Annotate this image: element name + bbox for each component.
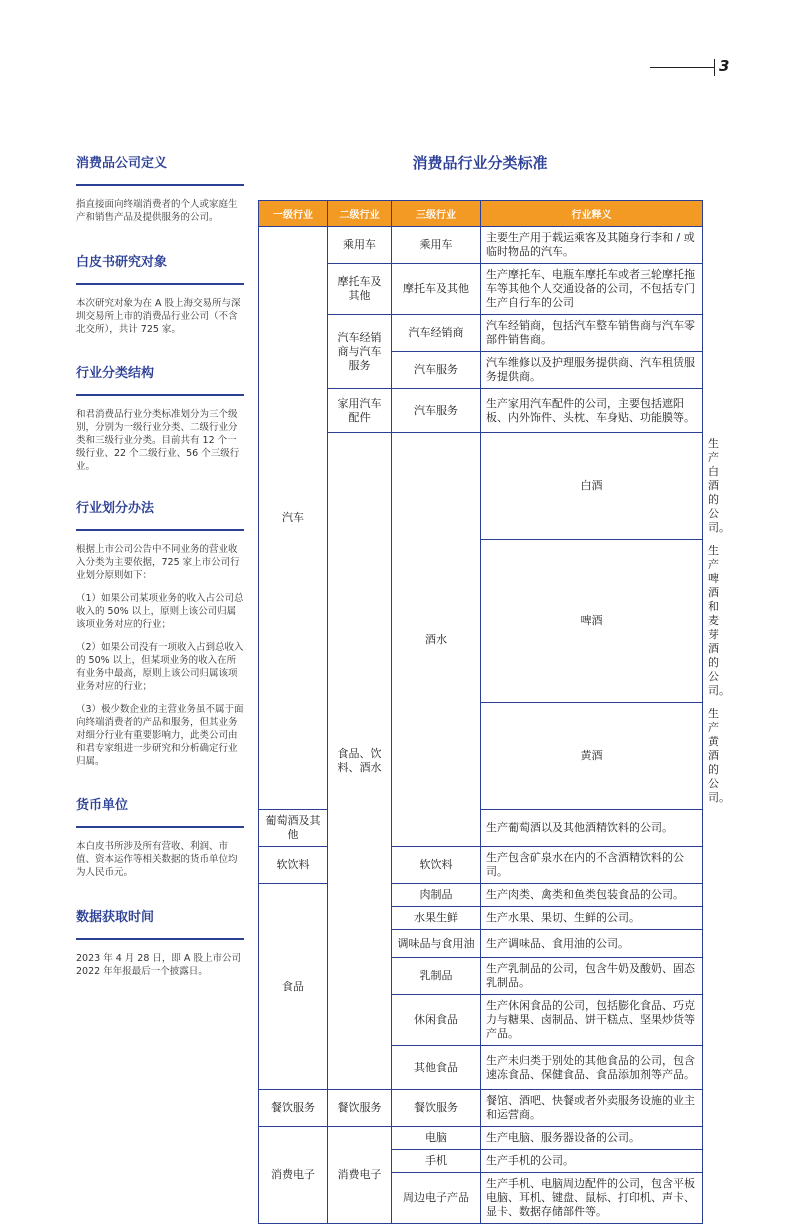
section-paragraph: 根据上市公司公告中不同业务的营业收入分类为主要依据，725 家上市公司行业划分原则如下： [76, 544, 240, 581]
level3-industry-cell: 周边电子产品 [392, 1173, 481, 1224]
table-row [259, 810, 703, 847]
table-row [259, 1090, 703, 1127]
section-title: 消费品公司定义 [76, 156, 168, 171]
section-paragraph: 和君消费品行业分类标准划分为三个级别，分别为一级行业分类、二级行业分类和三级行业分类。目前共有 12 个一级行业、22 个二级行业、56 个三级行业。 [76, 409, 240, 472]
industry-definition-cell: 汽车维修以及护理服务提供商、汽车租赁服务提供商。 [481, 352, 703, 389]
industry-definition-cell: 生产手机的公司。 [481, 1150, 703, 1173]
industry-definition-cell: 生产水果、果切、生鲜的公司。 [481, 907, 703, 930]
level3-industry-cell: 调味品与食用油 [392, 930, 481, 958]
section-paragraph: （3）极少数企业的主营业务虽不属于面向终端消费者的产品和服务，但其业务对细分行业有重要影响力，此类公司由和君专家组进一步研究和分析确定行业归属。 [76, 704, 244, 767]
section-paragraph: 本白皮书所涉及所有营收、利润、市值、资本运作等相关数据的货币单位均为人民币元。 [76, 841, 238, 878]
level3-industry-cell: 啤酒 [481, 540, 703, 703]
industry-definition-cell: 餐馆、酒吧、快餐或者外卖服务设施的业主和运营商。 [481, 1090, 703, 1127]
section-body [76, 543, 244, 768]
level3-industry-cell: 电脑 [392, 1127, 481, 1150]
industry-definition-cell: 生产肉类、禽类和鱼类包装食品的公司。 [481, 884, 703, 907]
sidebar-section [76, 497, 244, 768]
table-row: 啤酒 生产啤酒和麦芽酒的公司。 [259, 540, 703, 703]
level3-industry-cell: 汽车经销商 [392, 315, 481, 352]
header-level2: 二级行业 [328, 201, 392, 227]
industry-definition-cell: 生产调味品、食用油的公司。 [481, 930, 703, 958]
table-row: 黄酒 生产黄酒的公司。 [259, 703, 703, 810]
level3-industry-cell: 白酒 [481, 433, 703, 540]
level2-industry-cell: 乘用车 [328, 227, 392, 264]
sidebar-section [76, 794, 244, 879]
industry-classification-table [258, 200, 730, 1224]
industry-definition-cell: 生产包含矿泉水在内的不含酒精饮料的公司。 [481, 847, 703, 884]
sidebar-section [76, 251, 244, 336]
section-paragraph: 指直接面向终端消费者的个人或家庭生产和销售产品及提供服务的公司。 [76, 199, 238, 223]
section-title: 货币单位 [76, 798, 129, 813]
industry-definition-cell: 生产休闲食品的公司，包括膨化食品、巧克力与糖果、卤制品、饼干糕点、坚果炒货等产品。 [481, 995, 703, 1046]
table-title: 消费品行业分类标准 [412, 154, 548, 172]
level1-industry-cell: 汽车 [259, 227, 328, 810]
section-paragraph: 2023 年 4 月 28 日，即 A 股上市公司 2022 年年报最后一个披露日。 [76, 953, 241, 977]
section-body [76, 952, 244, 978]
header-level1: 一级行业 [259, 201, 328, 227]
table-row [259, 847, 703, 884]
section-body [76, 840, 244, 879]
industry-definition-cell: 主要生产用于载运乘客及其随身行李和 / 或临时物品的汽车。 [481, 227, 703, 264]
section-divider [76, 938, 244, 940]
level1-industry-cell: 食品、饮料、酒水 [328, 433, 392, 1090]
section-divider [76, 826, 244, 828]
level2-industry-cell: 餐饮服务 [328, 1090, 392, 1127]
level3-industry-cell: 汽车服务 [392, 352, 481, 389]
table-row [259, 227, 703, 264]
level1-industry-cell: 餐饮服务 [259, 1090, 328, 1127]
page-number-mark [650, 59, 734, 77]
section-title: 白皮书研究对象 [76, 255, 168, 270]
section-paragraph: 本次研究对象为在 A 股上海交易所与深圳交易所上市的消费品行业公司（不含北交所），共计 725 家。 [76, 298, 241, 335]
header-definition: 行业释义 [481, 201, 703, 227]
section-body [76, 198, 244, 224]
sidebar-notes [76, 152, 244, 978]
table-row [259, 884, 703, 907]
section-divider [76, 394, 244, 396]
section-paragraph: （1）如果公司某项业务的收入占公司总收入的 50% 以上，原则上该公司归属该项业务对应的行业； [76, 593, 244, 630]
section-divider [76, 184, 244, 186]
page-number-tick [714, 59, 715, 76]
level3-industry-cell: 水果生鲜 [392, 907, 481, 930]
industry-definition-cell: 生产手机、电脑周边配件的公司，包含平板电脑、耳机、键盘、鼠标、打印机、声卡、显卡、数据存储部件等。 [481, 1173, 703, 1224]
sidebar-section [76, 152, 244, 224]
level3-industry-cell: 肉制品 [392, 884, 481, 907]
section-paragraph: （2）如果公司没有一项收入占到总收入的 50% 以上，但某项业务的收入在所有业务中最高，原则上该公司归属该项业务对应的行业； [76, 642, 244, 692]
table-body [259, 227, 730, 1224]
industry-definition-cell: 生产葡萄酒以及其他酒精饮料的公司。 [481, 810, 703, 847]
level3-industry-cell: 摩托车及其他 [392, 264, 481, 315]
section-title: 行业划分办法 [76, 501, 155, 516]
level3-industry-cell: 休闲食品 [392, 995, 481, 1046]
level2-industry-cell: 食品 [259, 884, 328, 1090]
section-title: 数据获取时间 [76, 910, 155, 925]
page-number-rule [650, 67, 714, 68]
level3-industry-cell: 其他食品 [392, 1046, 481, 1090]
header-level3: 三级行业 [392, 201, 481, 227]
level1-industry-cell: 消费电子 [259, 1127, 328, 1224]
section-title: 行业分类结构 [76, 366, 155, 381]
level2-industry-cell: 摩托车及其他 [328, 264, 392, 315]
sidebar-section [76, 906, 244, 978]
industry-definition-cell: 生产摩托车、电瓶车摩托车或者三轮摩托拖车等其他个人交通设备的公司，不包括专门生产自行车的公司 [481, 264, 703, 315]
level3-industry-cell: 汽车服务 [392, 389, 481, 433]
level3-industry-cell: 乳制品 [392, 958, 481, 995]
industry-definition-cell: 生产家用汽车配件的公司，主要包括遮阳板、内外饰件、头枕、车身贴、功能膜等。 [481, 389, 703, 433]
industry-definition-cell: 生产乳制品的公司，包含牛奶及酸奶、固态乳制品。 [481, 958, 703, 995]
page-number: 3 [719, 57, 730, 75]
level2-industry-cell: 家用汽车配件 [328, 389, 392, 433]
level2-industry-cell: 汽车经销商与汽车服务 [328, 315, 392, 389]
industry-definition-cell: 生产电脑、服务器设备的公司。 [481, 1127, 703, 1150]
level3-industry-cell: 乘用车 [392, 227, 481, 264]
section-divider [76, 529, 244, 531]
level3-industry-cell: 黄酒 [481, 703, 703, 810]
level3-industry-cell: 软饮料 [392, 847, 481, 884]
level2-industry-cell: 消费电子 [328, 1127, 392, 1224]
level3-industry-cell: 餐饮服务 [392, 1090, 481, 1127]
industry-definition-cell: 生产未归类于别处的其他食品的公司，包含速冻食品、保健食品、食品添加剂等产品。 [481, 1046, 703, 1090]
level2-industry-cell: 软饮料 [259, 847, 328, 884]
table-row [259, 1127, 703, 1150]
level3-industry-cell: 手机 [392, 1150, 481, 1173]
industry-definition-cell: 汽车经销商，包括汽车整车销售商与汽车零部件销售商。 [481, 315, 703, 352]
level3-industry-cell: 葡萄酒及其他 [259, 810, 328, 847]
table-header-row [259, 201, 703, 227]
section-divider [76, 283, 244, 285]
section-body [76, 408, 244, 473]
level2-industry-cell: 酒水 [392, 433, 481, 847]
table-row: 食品、饮料、酒水 酒水 白酒 生产白酒的公司。 [259, 433, 703, 540]
section-body [76, 297, 244, 336]
sidebar-section [76, 362, 244, 473]
